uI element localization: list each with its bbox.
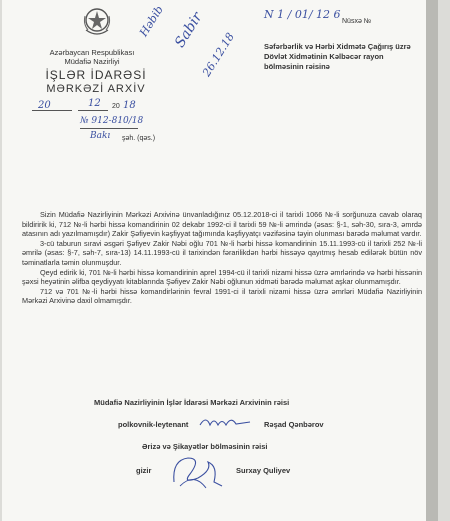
organization-name: Azərbaycan Respublikası Müdafiə Nazirliyi xyxy=(49,48,135,66)
date-year: 18 xyxy=(123,100,136,111)
city-name: Bakı xyxy=(90,131,111,141)
signatory-title-1: Müdafiə Nazirliyinin İşlər İdarəsi Mərkəzi Arxivinin rəisi xyxy=(94,398,290,407)
signature-2 xyxy=(168,452,224,490)
registration-number: № 912-810/18 xyxy=(80,116,144,126)
date-month: 12 xyxy=(88,98,101,109)
handwritten-resolution-2: Sabir xyxy=(172,9,206,51)
signatory-title-2: Ərizə və Şikayətlər bölməsinin rəisi xyxy=(142,442,268,451)
paragraph-3: Qeyd edirik ki, 701 №-li hərbi hissə komandirinin aprel 1994-cü il tarixli nizami hissə üzrə əmrlərində və hərbi hissənin şəxsi heyətinin əlifba qeydiyyatı kitablarında Şəfiyev Zakir Nəbi oğlunun xidməti barədə məlumat aşkar olunmamışdır. xyxy=(22,267,422,287)
paragraph-2: 3-cü taburun sıravi əsgəri Şəfiyev Zakir Nəbi oğlu 701 №-li hərbi hissə komandirinin 15.11.1993-cü il tarixli 252 №-li əmrilə (əsas: §-7, səh-7, sıra-13) 14.11.1993-cü il tarixindən fərarilikdən hərbi hissəyə qayıtmış hesab edilərək bütün növ təminatlarla təmin olunmuşdur. xyxy=(22,238,422,267)
paragraph-4: 712 və 701 №-li hərbi hissə komandirlərinin fevral 1991-ci il tarixli nizami hissə üzrə əmrləri Müdafiə Nazirliyinin Mərkəzi Arxivinə daxil olmamışdır. xyxy=(22,286,422,306)
coat-of-arms-icon xyxy=(82,6,112,38)
letter-body xyxy=(22,210,422,306)
archive-title: MƏRKƏZİ ARXİV xyxy=(46,83,146,95)
handwritten-resolution-1: Həbib xyxy=(137,3,166,39)
signatory-name-1: Rəşad Qənbərov xyxy=(264,420,324,429)
paragraph-1: Sizin Müdafiə Nazirliyinin Mərkəzi Arxivinə ünvanladığınız 05.12.2018-ci il tarixli 1066 №-li sorğunuza cavab olaraq bildiririk ki, 712 №-li hərbi hissə komandirinin 02 dekabr 1992-ci il tarixli 59 №-li əmrində (əsas: §-1, səh-30, sıra-3, əmrdə atasının adı yazılmamışdır) Zakir Şəfiyevin kəşfiyyat tağımında kəşfiyyatçı vəzifəsinə təyin olunması barədə məlumat vardır. xyxy=(22,210,422,239)
office-title: İŞLƏR İDARƏSİ xyxy=(45,68,147,82)
copy-number-label: Nüsxə № xyxy=(342,18,372,25)
page-edge-shadow xyxy=(426,0,438,521)
signatory-rank-1: polkovnik-leytenant xyxy=(118,420,189,429)
signature-1 xyxy=(198,413,252,431)
addressee-block: Səfərbərlik və Hərbi Xidmətə Çağırış üzrə Dövlət Xidmətinin Kəlbəcər rayon bölməsinin rəisinə xyxy=(264,42,411,71)
date-year-prefix: 20 xyxy=(112,103,120,110)
signatory-rank-2: gizir xyxy=(136,466,152,475)
document-page xyxy=(2,0,438,521)
handwritten-resolution-date: 26.12.18 xyxy=(200,30,237,79)
date-day: 20 xyxy=(38,100,51,111)
signatory-name-2: Surxay Quliyev xyxy=(236,466,291,475)
handwritten-incoming-number: N 1 / 01/ 12 6 xyxy=(264,8,341,21)
city-suffix: şəh. (qəs.) xyxy=(122,135,156,142)
